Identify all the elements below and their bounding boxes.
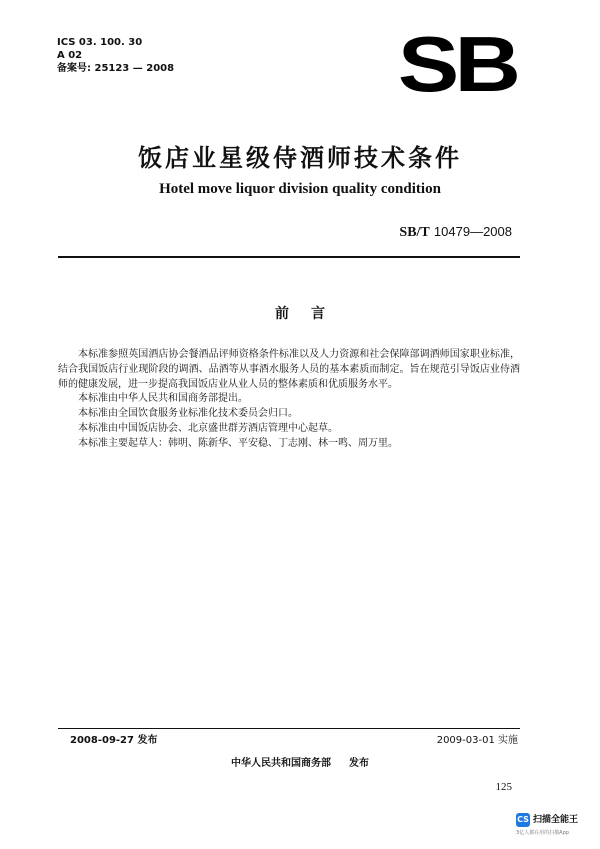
foreword-heading-text: 前言: [275, 306, 347, 322]
bottom-divider: [58, 728, 520, 729]
standard-prefix: SB/T: [399, 225, 430, 240]
issuer-name: 中华人民共和国商务部: [231, 758, 331, 769]
top-divider: [58, 256, 520, 258]
issuer-action: 发布: [349, 758, 369, 769]
publish-date: 2008-09-27 发布: [70, 735, 158, 746]
implement-date: 2009-03-01 实施: [436, 735, 518, 746]
standard-code: [399, 224, 512, 241]
foreword-paragraph: 本标准参照英国酒店协会餐酒品评师资格条件标准以及人力资源和社会保障部调酒师国家职业标准，结合我国饭店行业现阶段的调酒、品酒等从事酒水服务人员的基本素质而制定。旨在规范引导饭店业侍酒师的健康发展，进一步提高我国饭店业从业人员的整体素质和优质服务水平。: [58, 349, 520, 390]
foreword-paragraph: 本标准由中国饭店协会、北京盛世群芳酒店管理中心起草。: [78, 422, 338, 434]
foreword-heading: [0, 303, 600, 323]
title-chinese: 饭店业星级侍酒师技术条件: [138, 144, 462, 172]
ics-code: ICS 03. 100. 30: [57, 37, 143, 48]
title-english: Hotel move liquor division quality condition: [159, 181, 441, 197]
scanner-watermark: [516, 813, 596, 843]
standard-number: 10479—2008: [433, 224, 512, 239]
watermark-name: 扫描全能王: [533, 815, 579, 825]
foreword-paragraph: 本标准主要起草人：韩明、陈新华、平安稳、丁志刚、林一鸣、周万里。: [78, 437, 398, 449]
page-number: 125: [495, 781, 512, 793]
foreword-body: [58, 348, 520, 452]
ccs-code: A 02: [57, 50, 83, 61]
filing-number: 备案号: 25123 — 2008: [57, 63, 175, 74]
watermark-subtitle: 3亿人都在用的扫描App: [516, 830, 569, 836]
sb-logo: SB: [397, 20, 517, 108]
foreword-paragraph: 本标准由全国饮食服务业标准化技术委员会归口。: [78, 408, 298, 420]
camscanner-icon: CS: [516, 813, 530, 827]
foreword-paragraph: 本标准由中华人民共和国商务部提出。: [78, 393, 248, 405]
document-metadata: [57, 36, 174, 75]
issuer-line: [0, 754, 600, 769]
